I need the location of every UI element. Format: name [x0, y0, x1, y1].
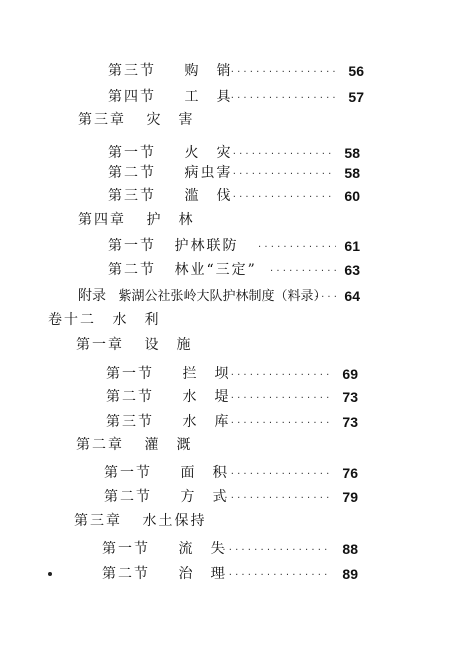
dot-leader [220, 142, 332, 164]
page-number: 57 [348, 89, 364, 105]
entry-title: 林业“三定” [174, 262, 257, 278]
toc-entry [102, 538, 358, 560]
entry-label: 第一节 [104, 465, 152, 481]
entry-title: 拦 坝 [182, 366, 231, 382]
entry-title: 流 失 [178, 541, 227, 557]
dot-leader [270, 259, 336, 281]
entry-label: 第三节 [108, 188, 156, 204]
entry-title: 滥 伐 [184, 188, 233, 204]
chapter-label: 第三章 [78, 112, 126, 128]
toc-entry [104, 486, 358, 508]
page-number: 73 [342, 389, 358, 405]
toc-entry [108, 142, 360, 164]
page-number: 61 [344, 238, 360, 254]
toc-entry [106, 363, 358, 385]
entry-title: 面 积 [180, 465, 229, 481]
chapter-label: 第四章 [78, 212, 126, 228]
entry-label: 第四节 [108, 89, 156, 105]
appendix-label: 附录 [78, 288, 106, 304]
entry-label: 第一节 [108, 145, 156, 161]
page-number: 56 [348, 63, 364, 79]
page-number: 89 [342, 566, 358, 582]
dot-leader [302, 285, 340, 307]
toc-entry [108, 162, 360, 184]
entry-title: 水 堤 [182, 389, 231, 405]
toc-entry [106, 411, 358, 433]
toc-entry [108, 86, 364, 108]
chapter-label: 第二章 [76, 437, 124, 453]
toc-entry [102, 563, 358, 585]
chapter-title: 灌 溉 [144, 437, 193, 453]
page-number: 60 [344, 188, 360, 204]
page-number: 69 [342, 366, 358, 382]
entry-label: 第二节 [104, 489, 152, 505]
page-number: 58 [344, 145, 360, 161]
entry-label: 第二节 [102, 566, 150, 582]
entry-title: 治 理 [178, 566, 227, 582]
entry-label: 第二节 [108, 165, 156, 181]
entry-label: 第一节 [108, 238, 156, 254]
volume-title: 水 利 [112, 312, 161, 328]
chapter-title: 护 林 [146, 212, 195, 228]
entry-title: 火 灾 [184, 145, 233, 161]
toc-entry [104, 462, 358, 484]
entry-title: 护林联防 [174, 238, 239, 254]
page-number: 64 [344, 288, 360, 304]
entry-label: 第三节 [106, 414, 154, 430]
entry-title: 工 具 [184, 89, 233, 105]
chapter-title: 灾 害 [146, 112, 195, 128]
entry-title: 病虫害 [184, 165, 233, 181]
ink-speck [48, 572, 52, 576]
dot-leader [220, 185, 332, 207]
entry-label: 第二节 [106, 389, 154, 405]
appendix-title: 紫湖公社张岭大队护林制度（料录） [118, 289, 327, 304]
dot-leader [218, 363, 330, 385]
page-number: 79 [342, 489, 358, 505]
volume-label: 卷十二 [48, 312, 96, 328]
entry-title: 方 式 [180, 489, 229, 505]
toc-entry [106, 386, 358, 408]
toc-entry [108, 235, 360, 257]
toc-entry [108, 259, 360, 281]
entry-title: 水 库 [182, 414, 231, 430]
entry-label: 第三节 [108, 63, 156, 79]
dot-leader [220, 162, 332, 184]
page-number: 63 [344, 262, 360, 278]
appendix-entry [78, 285, 360, 307]
toc-entry [108, 60, 364, 82]
entry-title: 购 销 [184, 63, 233, 79]
toc-entry [108, 185, 360, 207]
dot-leader [216, 563, 330, 585]
dot-leader [216, 538, 330, 560]
page-number: 88 [342, 541, 358, 557]
dot-leader [218, 462, 330, 484]
page-number: 73 [342, 414, 358, 430]
entry-label: 第一节 [106, 366, 154, 382]
dot-leader [218, 411, 330, 433]
chapter-title: 设 施 [144, 337, 193, 353]
entry-label: 第二节 [108, 262, 156, 278]
entry-label: 第一节 [102, 541, 150, 557]
page-number: 76 [342, 465, 358, 481]
dot-leader [258, 235, 336, 257]
dot-leader [218, 486, 330, 508]
dot-leader [218, 86, 336, 108]
chapter-title: 水土保持 [142, 513, 207, 529]
dot-leader [218, 386, 330, 408]
dot-leader [218, 60, 336, 82]
page-number: 58 [344, 165, 360, 181]
chapter-label: 第一章 [76, 337, 124, 353]
chapter-label: 第三章 [74, 513, 122, 529]
